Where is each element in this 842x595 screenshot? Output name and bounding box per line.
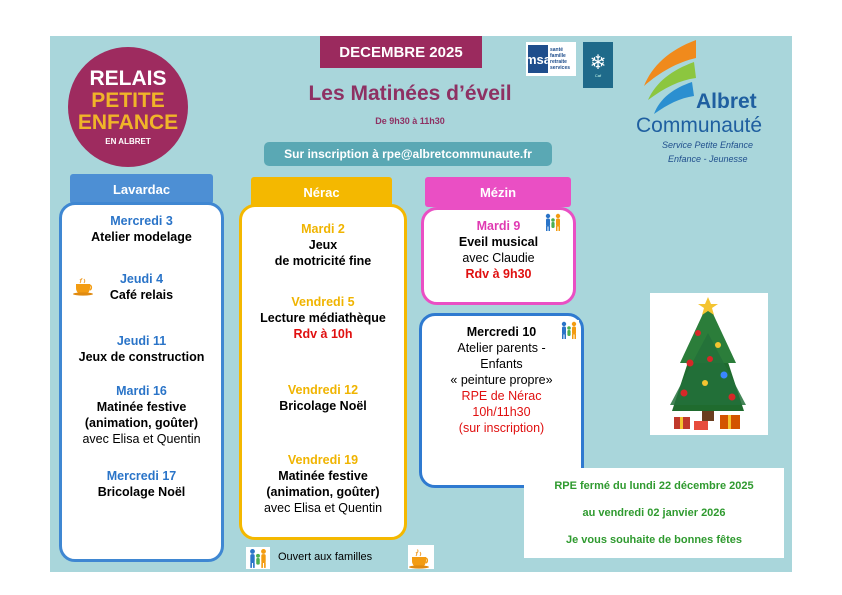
event-special: Mercredi 10 Atelier parents - Enfants « peinture propre» RPE de Nérac 10h/11h30 (sur inscription) xyxy=(450,325,553,435)
month-banner: DECEMBRE 2025 xyxy=(320,36,482,68)
coffee-cup-icon xyxy=(408,545,434,569)
hours-text: De 9h30 à 11h30 xyxy=(375,116,445,126)
event-nerac-4: Vendredi 19 Matinée festive (animation, goûter) avec Elisa et Quentin xyxy=(263,453,383,515)
caf-logo-text: Caf xyxy=(594,72,602,78)
snowflake-icon: ❄ xyxy=(589,51,607,74)
column-header-lavardac: Lavardac xyxy=(70,174,213,204)
closure-line1: RPE fermé du lundi 22 décembre 2025 xyxy=(554,479,754,492)
rpe-logo-line1: RELAIS xyxy=(89,67,167,90)
albret-swoosh-icon xyxy=(634,38,704,118)
inscription-banner: Sur inscription à rpe@albretcommunaute.fr xyxy=(264,142,552,166)
event-lavardac-1: Mercredi 3 Atelier modelage xyxy=(91,214,192,244)
caf-logo xyxy=(583,42,613,88)
rpe-logo-line4: EN ALBRET xyxy=(105,137,151,146)
event-lavardac-5: Mercredi 17 Bricolage Noël xyxy=(97,469,186,499)
column-header-nerac: Nérac xyxy=(251,177,392,207)
closure-line3: Je vous souhaite de bonnes fêtes xyxy=(565,534,743,547)
column-header-mezin: Mézin xyxy=(425,177,571,207)
mezin-schedule xyxy=(421,207,576,305)
event-lavardac-3: Jeudi 11 Jeux de construction xyxy=(78,334,205,364)
service-enfance-jeunesse: Enfance - Jeunesse xyxy=(668,154,748,164)
family-icon xyxy=(246,547,270,569)
rpe-logo-line3: ENFANCE xyxy=(77,111,179,134)
special-event-box xyxy=(419,313,584,488)
nerac-schedule xyxy=(239,204,407,540)
communaute-word: Communauté xyxy=(636,114,763,137)
event-lavardac-2: Jeudi 4 Café relais xyxy=(109,272,174,302)
closure-notice xyxy=(524,468,784,558)
lavardac-schedule xyxy=(59,202,224,562)
event-mezin-1: Mardi 9 Eveil musical avec Claudie Rdv à 9h30 xyxy=(458,219,539,281)
event-nerac-3: Vendredi 12 Bricolage Noël xyxy=(279,383,367,413)
christmas-tree-image xyxy=(650,293,768,435)
msa-logo-mark: msa xyxy=(528,45,548,73)
albret-communaute-logo xyxy=(634,38,786,168)
service-petite-enfance: Service Petite Enfance xyxy=(662,140,754,150)
event-nerac-1: Mardi 2 Jeux de motricité fine xyxy=(274,222,372,268)
closure-line2: au vendredi 02 janvier 2026 xyxy=(582,506,726,519)
page-title: Les Matinées d’éveil xyxy=(308,82,512,105)
rpe-logo xyxy=(68,47,188,167)
rpe-logo-line2: PETITE xyxy=(91,89,165,112)
flyer-background xyxy=(50,36,792,572)
event-nerac-2: Vendredi 5 Lecture médiathèque Rdv à 10h xyxy=(260,295,386,341)
msa-logo-tagline: santé famille retraite services xyxy=(550,47,571,71)
legend-families-text: Ouvert aux familles xyxy=(278,551,373,563)
albret-word: Albret xyxy=(696,90,757,113)
msa-logo xyxy=(526,42,576,76)
event-lavardac-4: Mardi 16 Matinée festive (animation, goûter) avec Elisa et Quentin xyxy=(82,384,201,446)
